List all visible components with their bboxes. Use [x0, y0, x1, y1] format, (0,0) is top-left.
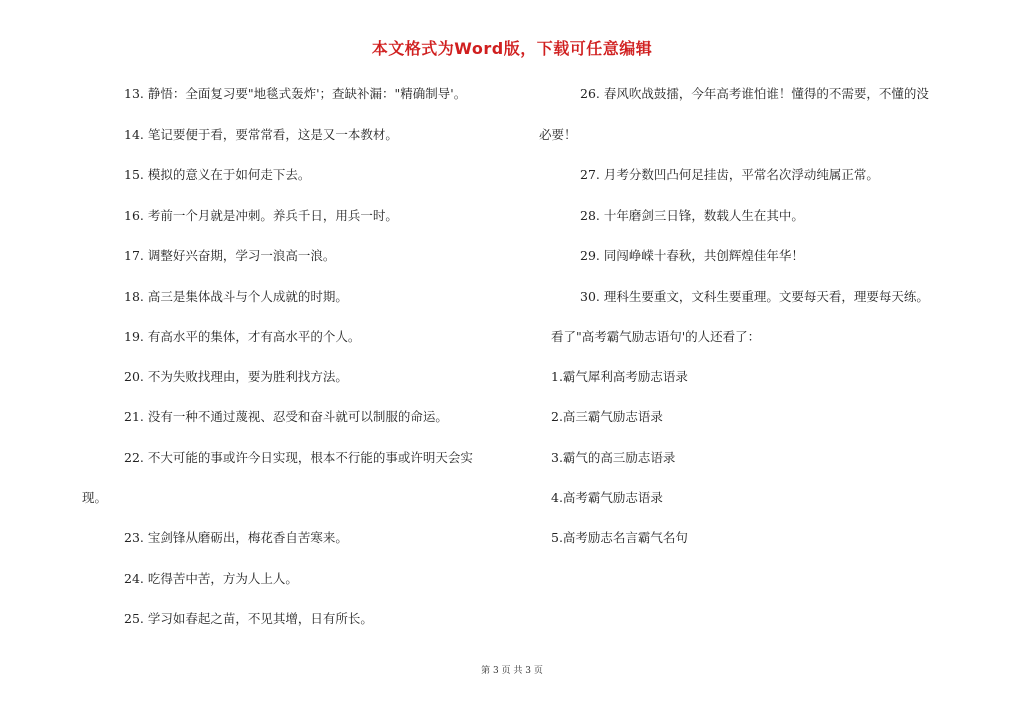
list-item: 25. 学习如春起之苗，不见其增，日有所长。 — [124, 611, 373, 626]
list-item: 30. 理科生要重文，文科生要重理。文要每天看，理要每天练。 — [580, 289, 929, 304]
list-item: 17. 调整好兴奋期，学习一浪高一浪。 — [124, 248, 336, 263]
list-item-continuation: 必要！ — [539, 127, 577, 142]
list-item-continuation: 现。 — [82, 490, 108, 505]
list-item: 28. 十年磨剑三日锋，数载人生在其中。 — [580, 208, 804, 223]
list-item: 16. 考前一个月就是冲刺。养兵千日，用兵一时。 — [124, 208, 398, 223]
list-item: 26. 春风吹战鼓擂，今年高考谁怕谁！懂得的不需要，不懂的没 — [580, 86, 929, 101]
related-link[interactable]: 3.霸气的高三励志语录 — [551, 450, 676, 465]
page-number-footer: 第 3 页 共 3 页 — [481, 666, 543, 676]
list-item: 15. 模拟的意义在于如何走下去。 — [124, 167, 311, 182]
list-item: 22. 不大可能的事或许今日实现，根本不行能的事或许明天会实 — [124, 450, 473, 465]
list-item: 24. 吃得苦中苦，方为人上人。 — [124, 571, 298, 586]
list-item: 13. 静悟：全面复习要"地毯式轰炸'；查缺补漏："精确制导'。 — [124, 86, 467, 101]
list-item: 21. 没有一种不通过蔑视、忍受和奋斗就可以制服的命运。 — [124, 409, 448, 424]
list-item: 14. 笔记要便于看，要常常看，这是又一本教材。 — [124, 127, 398, 142]
list-item: 19. 有高水平的集体，才有高水平的个人。 — [124, 329, 361, 344]
related-link[interactable]: 1.霸气犀利高考励志语录 — [551, 369, 688, 384]
list-item: 23. 宝剑锋从磨砺出，梅花香自苦寒来。 — [124, 530, 348, 545]
list-item: 20. 不为失败找理由，要为胜利找方法。 — [124, 369, 348, 384]
list-item: 27. 月考分数凹凸何足挂齿，平常名次浮动纯属正常。 — [580, 167, 879, 182]
related-heading: 看了"高考霸气励志语句'的人还看了： — [551, 329, 761, 344]
related-link[interactable]: 4.高考霸气励志语录 — [551, 490, 663, 505]
list-item: 29. 同闯峥嵘十春秋，共创辉煌佳年华！ — [580, 248, 804, 263]
related-link[interactable]: 2.高三霸气励志语录 — [551, 409, 663, 424]
related-link[interactable]: 5.高考励志名言霸气名句 — [551, 530, 688, 545]
list-item: 18. 高三是集体战斗与个人成就的时期。 — [124, 289, 348, 304]
download-banner: 本文格式为Word版，下载可任意编辑 — [371, 39, 653, 58]
